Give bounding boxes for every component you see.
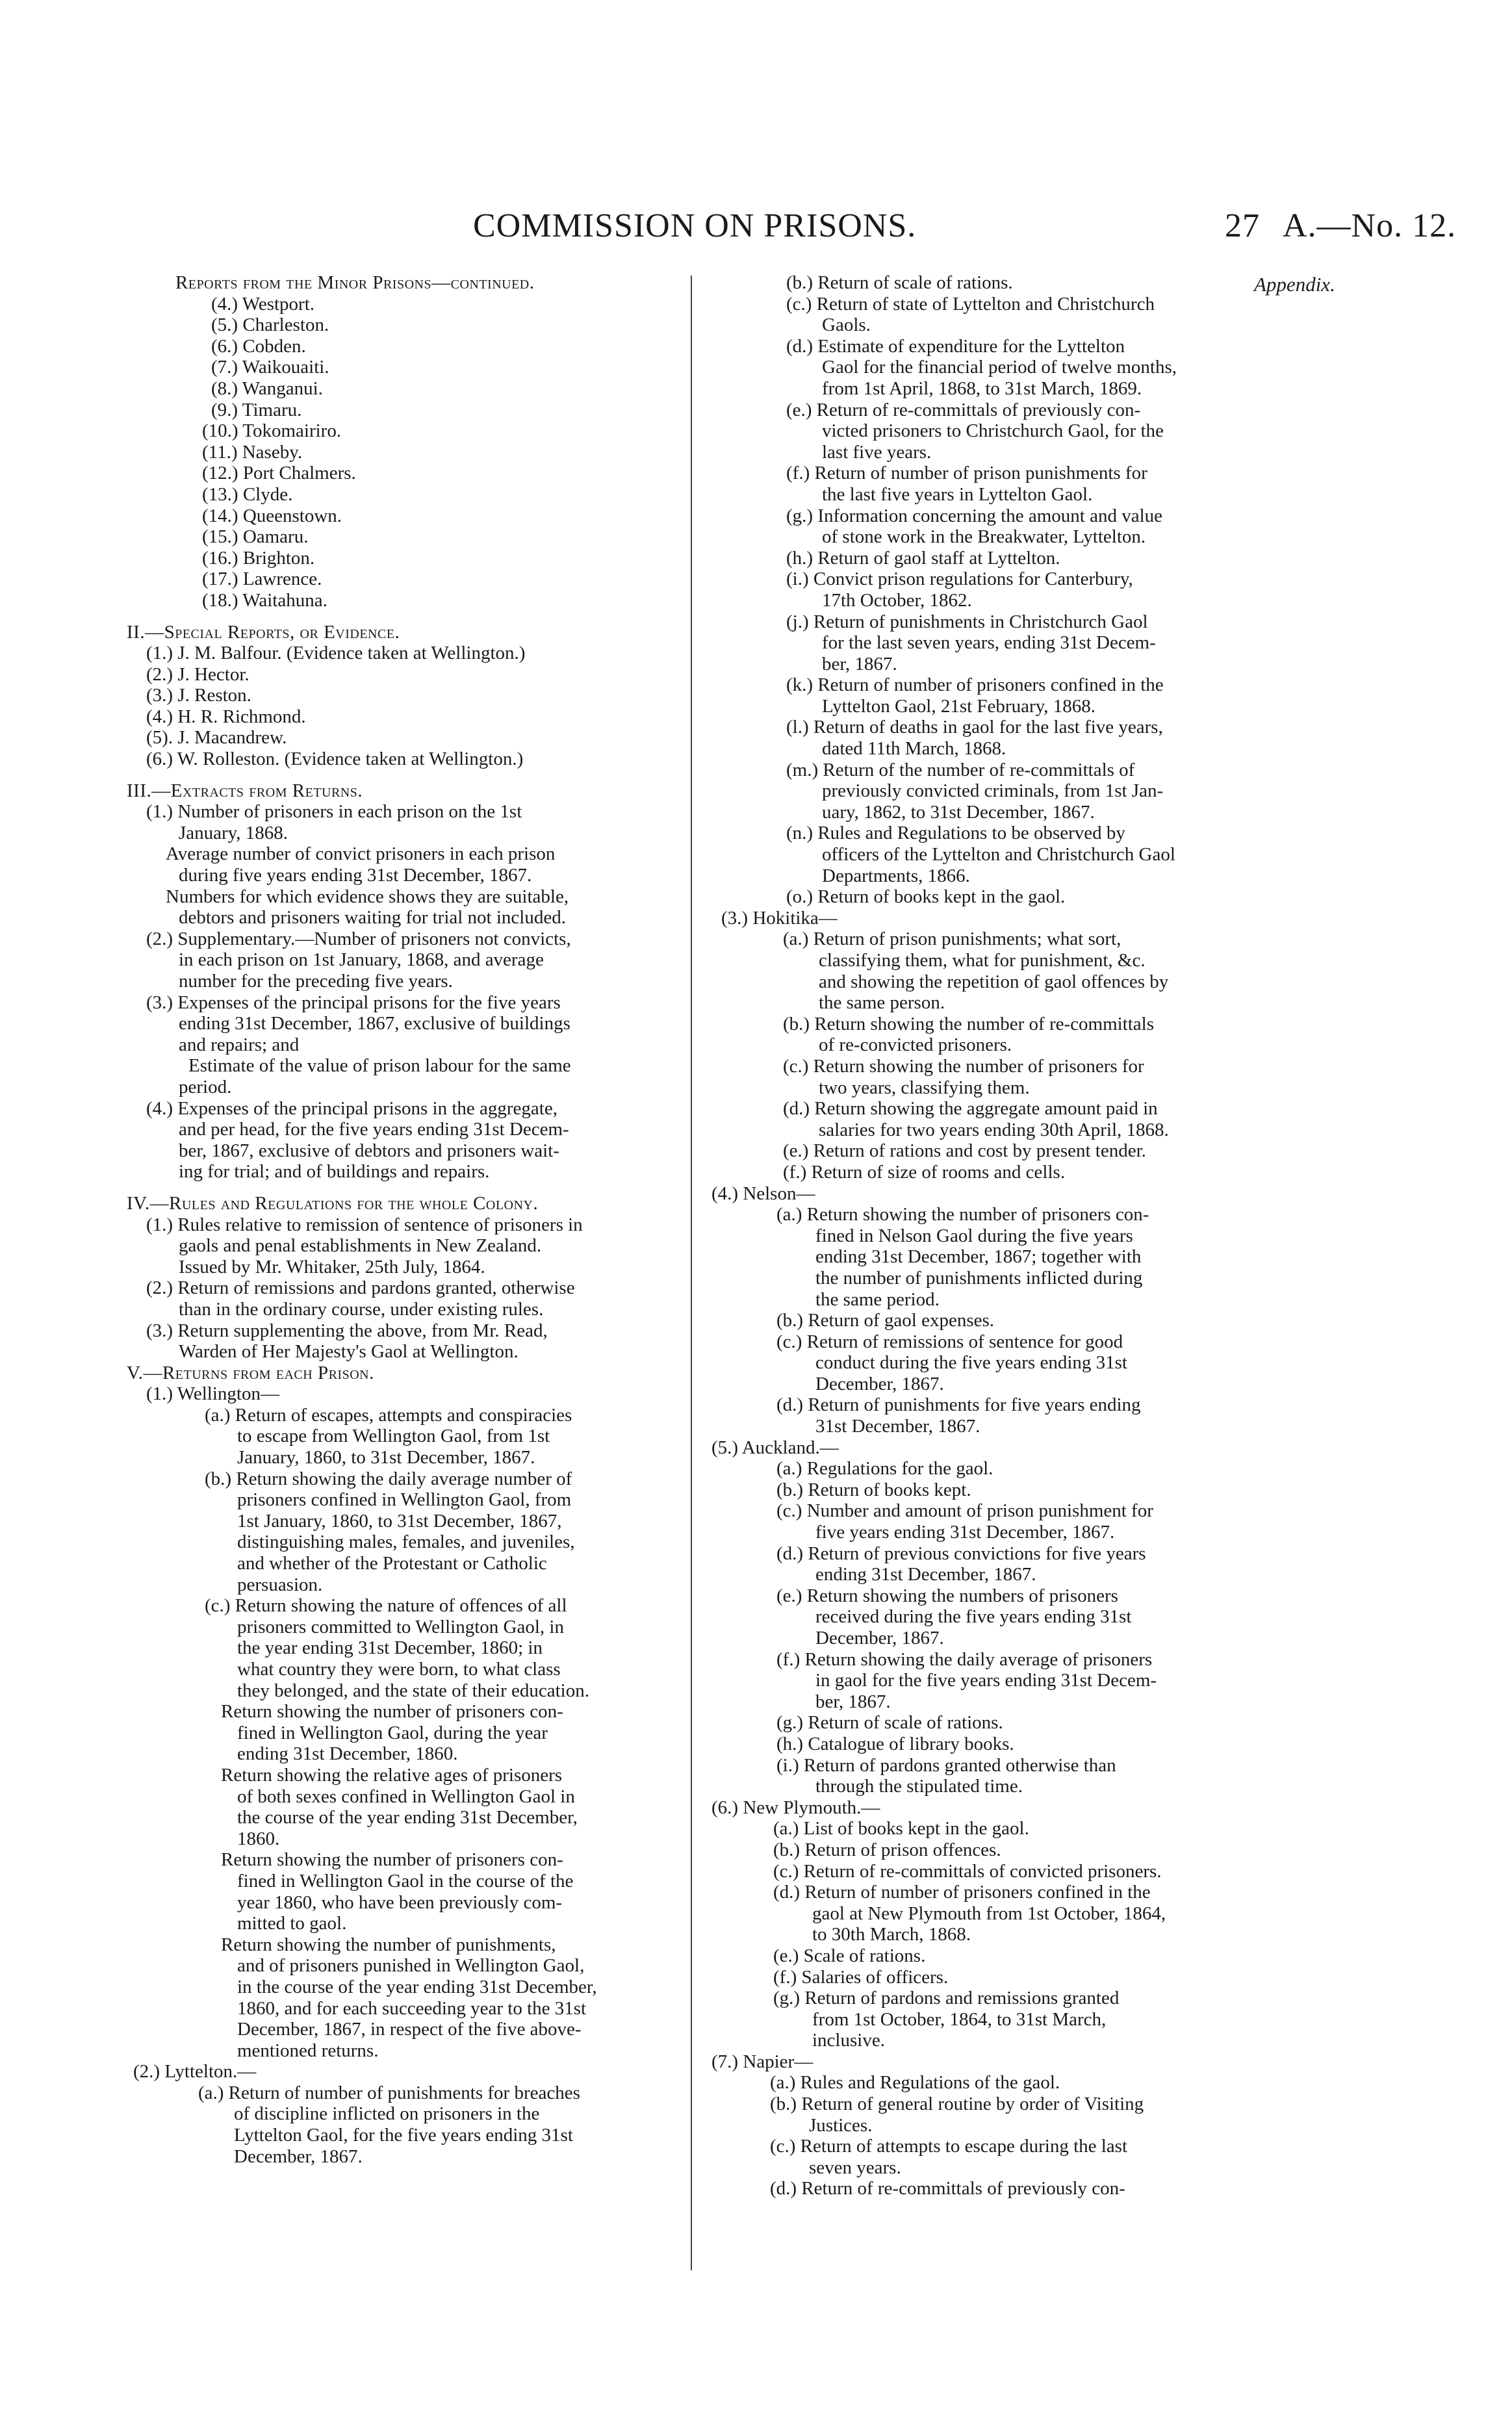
text-line: December, 1867. (815, 1373, 944, 1394)
text-line: December, 1867. (815, 1628, 944, 1648)
page-number: 27 (1225, 207, 1260, 244)
text-line: (d.) Return showing the aggregate amount paid in (783, 1098, 1158, 1120)
text-line: (6.) W. Rolleston. (Evidence taken at Wellington.) (146, 749, 524, 770)
text-line: the last five years in Lyttelton Gaol. (822, 483, 1093, 505)
text-line: year 1860, who have been previously com- (237, 1891, 563, 1913)
text-line: (7.) Waikouaiti. (211, 357, 329, 378)
text-line: ber, 1867, exclusive of debtors and prisoners wait- (179, 1140, 559, 1161)
text-line: (a.) List of books kept in the gaol. (773, 1818, 1029, 1840)
text-line: (c.) Return of remissions of sentence for good (776, 1331, 1123, 1352)
text-line: (11.) Naseby. (202, 441, 303, 463)
text-line: (i.) Return of pardons granted otherwise than (776, 1754, 1116, 1776)
text-line: gaols and penal establishments in New Zealand. (179, 1235, 542, 1257)
text-line: (b.) Return of scale of rations. (786, 272, 1013, 293)
text-line: Return showing the number of prisoners con- (221, 1849, 563, 1871)
text-line: Return showing the number of prisoners con- (221, 1701, 563, 1723)
text-line: (17.) Lawrence. (202, 569, 322, 590)
text-line: (h.) Catalogue of library books. (776, 1733, 1014, 1754)
text-line: ing for trial; and of buildings and repairs. (179, 1161, 490, 1183)
text-line: 1860, and for each succeeding year to the 31st (237, 1997, 587, 2019)
text-line: (g.) Information concerning the amount and value (786, 505, 1162, 526)
text-line: (c.) Return showing the nature of offences of all (205, 1595, 567, 1617)
text-line: (e.) Return of re-committals of previously con- (786, 399, 1141, 420)
text-line: Return showing the relative ages of prisoners (221, 1764, 563, 1786)
text-line: for the last seven years, ending 31st Decem- (822, 632, 1156, 654)
text-line: mitted to gaol. (237, 1913, 347, 1934)
text-line: Warden of Her Majesty's Gaol at Wellington. (179, 1341, 519, 1363)
text-line: January, 1860, to 31st December, 1867. (237, 1447, 535, 1468)
text-line: (d.) Return of number of prisoners confined in the (773, 1882, 1151, 1903)
column-divider (691, 276, 692, 2270)
text-line: of both sexes confined in Wellington Gaol in (237, 1786, 575, 1807)
text-line: previously convicted criminals, from 1st Jan- (822, 780, 1164, 802)
text-line: (2.) J. Hector. (146, 663, 250, 685)
text-line: Numbers for which evidence shows they are suitable, (166, 886, 569, 907)
text-line: (a.) Return of escapes, attempts and conspiracies (205, 1404, 572, 1426)
text-line: (g.) Return of pardons and remissions granted (773, 1988, 1120, 2009)
document-reference: A.—No. 12. (1283, 207, 1457, 244)
text-line: gaol at New Plymouth from 1st October, 1864, (812, 1903, 1166, 1924)
text-line: (3.) Expenses of the principal prisons for the five years (146, 992, 561, 1013)
text-line: (3.) Return supplementing the above, from Mr. Read, (146, 1320, 548, 1341)
text-line: (3.) Hokitika— (721, 907, 838, 929)
text-line: (7.) Napier— (711, 2051, 814, 2072)
text-line: Lyttelton Gaol, 21st February, 1868. (822, 695, 1096, 717)
text-line: ber, 1867. (815, 1691, 891, 1712)
text-line: and repairs; and (179, 1034, 300, 1055)
text-line: (5). J. Macandrew. (146, 727, 287, 749)
text-line: (f.) Return of number of prison punishments for (786, 463, 1147, 484)
text-line: Gaol for the financial period of twelve months, (822, 357, 1177, 378)
text-line: (b.) Return of prison offences. (773, 1839, 1001, 1860)
text-line: through the stipulated time. (815, 1776, 1023, 1797)
text-line: (2.) Supplementary.—Number of prisoners not convicts, (146, 928, 571, 949)
text-line: (4.) Expenses of the principal prisons in the aggregate, (146, 1097, 557, 1119)
text-line: 1860. (237, 1828, 280, 1849)
text-line: (d.) Estimate of expenditure for the Lyttelton (786, 335, 1125, 357)
text-line: five years ending 31st December, 1867. (815, 1522, 1115, 1543)
text-line: (d.) Return of re-committals of previously con- (770, 2178, 1125, 2199)
text-line: of re-convicted prisoners. (819, 1034, 1012, 1056)
text-line: of discipline inflicted on prisoners in the (234, 2103, 540, 2125)
text-line: Departments, 1866. (822, 865, 970, 886)
text-line: Average number of convict prisoners in each prison (166, 843, 556, 865)
text-line: uary, 1862, to 31st December, 1867. (822, 801, 1095, 823)
text-line: officers of the Lyttelton and Christchurch Gaol (822, 844, 1175, 865)
text-line: (15.) Oamaru. (202, 526, 309, 548)
margin-note: Appendix. (1254, 273, 1335, 296)
text-line: in each prison on 1st January, 1868, and average (179, 949, 544, 971)
text-line: December, 1867. (234, 2146, 363, 2167)
text-line: (e.) Scale of rations. (773, 1945, 926, 1966)
text-line: period. (179, 1076, 232, 1097)
section-heading: IV.—Rules and Regulations for the whole Colony. (127, 1192, 539, 1214)
text-line: from 1st October, 1864, to 31st March, (812, 2008, 1107, 2030)
text-line: 31st December, 1867. (815, 1416, 980, 1437)
text-line: fined in Nelson Gaol during the five years (815, 1225, 1133, 1246)
text-line: (e.) Return of rations and cost by present tender. (783, 1140, 1146, 1162)
text-line: (c.) Return showing the number of prisoners for (783, 1055, 1144, 1077)
section-heading: Reports from the Minor Prisons—continued. (175, 272, 535, 293)
text-line: and showing the repetition of gaol offences by (819, 971, 1169, 992)
text-line: (d.) Return of previous convictions for five years (776, 1543, 1146, 1564)
text-line: (14.) Queenstown. (202, 505, 342, 526)
text-line: (h.) Return of gaol staff at Lyttelton. (786, 547, 1060, 569)
text-line: conduct during the five years ending 31st (815, 1352, 1127, 1374)
text-line: number for the preceding five years. (179, 971, 453, 992)
text-line: (f.) Return of size of rooms and cells. (783, 1161, 1066, 1183)
text-line: (c.) Number and amount of prison punishment for (776, 1500, 1153, 1522)
text-line: Estimate of the value of prison labour for the same (188, 1055, 571, 1077)
text-line: salaries for two years ending 30th April, 1868. (819, 1119, 1169, 1140)
text-line: (3.) J. Reston. (146, 685, 251, 706)
text-line: from 1st April, 1868, to 31st March, 1869. (822, 378, 1142, 399)
spacer (127, 1183, 673, 1193)
text-line: in gaol for the five years ending 31st Decem- (815, 1670, 1157, 1691)
text-line: (e.) Return showing the numbers of prisoners (776, 1585, 1118, 1606)
text-line: Justices. (809, 2114, 873, 2136)
text-line: Lyttelton Gaol, for the five years ending 31st (234, 2125, 573, 2146)
text-line: (d.) Return of punishments for five years ending (776, 1394, 1141, 1416)
text-line: (1.) Number of prisoners in each prison on the 1st (146, 801, 522, 823)
text-line: Gaols. (822, 314, 871, 336)
text-line: (2.) Return of remissions and pardons granted, otherwise (146, 1277, 575, 1299)
text-line: ending 31st December, 1867; together with (815, 1246, 1142, 1268)
text-line: (13.) Clyde. (202, 483, 293, 505)
page-title: COMMISSION ON PRISONS. (473, 207, 917, 244)
text-line: distinguishing males, females, and juveniles, (237, 1532, 575, 1553)
text-line: prisoners confined in Wellington Gaol, from (237, 1489, 572, 1511)
text-line: fined in Wellington Gaol, during the year (237, 1722, 548, 1743)
text-line: (f.) Return showing the daily average of prisoners (776, 1648, 1153, 1670)
text-line: (4.) H. R. Richmond. (146, 706, 306, 727)
text-line: during five years ending 31st December, 1867. (179, 865, 532, 886)
text-line: (6.) Cobden. (211, 335, 306, 357)
text-line: (8.) Wanganui. (211, 378, 323, 399)
text-line: (2.) Lyttelton.— (133, 2061, 257, 2083)
text-line: (18.) Waitahuna. (202, 589, 327, 611)
text-line: (c.) Return of state of Lyttelton and Christchurch (786, 293, 1155, 314)
text-line: ending 31st December, 1867, exclusive of buildings (179, 1013, 570, 1034)
text-line: dated 11th March, 1868. (822, 738, 1006, 760)
text-line: (c.) Return of attempts to escape during the last (770, 2136, 1128, 2157)
text-line: persuasion. (237, 1574, 323, 1595)
section-heading: III.—Extracts from Returns. (127, 780, 363, 801)
text-line: (1.) Rules relative to remission of sentence of prisoners in (146, 1214, 583, 1235)
text-line: (9.) Timaru. (211, 399, 302, 420)
text-line: (1.) Wellington— (146, 1383, 279, 1405)
text-line: mentioned returns. (237, 2040, 379, 2061)
text-line: Issued by Mr. Whitaker, 25th July, 1864. (179, 1256, 485, 1277)
text-line: and per head, for the five years ending 31st Decem- (179, 1119, 569, 1140)
text-line: and whether of the Protestant or Catholic (237, 1553, 547, 1574)
text-line: (4.) Nelson— (711, 1183, 815, 1204)
text-line: of stone work in the Breakwater, Lyttelton. (822, 526, 1146, 548)
text-line: (1.) J. M. Balfour. (Evidence taken at Wellington.) (146, 643, 526, 664)
text-line: 17th October, 1862. (822, 589, 972, 611)
text-line: received during the five years ending 31st (815, 1606, 1132, 1628)
text-line: (m.) Return of the number of re-committals of (786, 759, 1135, 780)
text-line: (n.) Rules and Regulations to be observed by (786, 823, 1125, 844)
text-line: victed prisoners to Christchurch Gaol, for the (822, 420, 1164, 442)
text-line: (b.) Return of general routine by order of Visiting (770, 2094, 1144, 2115)
text-line: (i.) Convict prison regulations for Canterbury, (786, 569, 1133, 590)
spacer (127, 611, 673, 622)
text-line: ending 31st December, 1860. (237, 1743, 458, 1765)
left-column (127, 272, 673, 2167)
text-line: the number of punishments inflicted during (815, 1267, 1143, 1288)
text-line: they belonged, and the state of their education. (237, 1680, 589, 1701)
spacer (127, 770, 673, 780)
text-line: classifying them, what for punishment, &c. (819, 950, 1146, 971)
text-line: Return showing the number of punishments, (221, 1934, 556, 1955)
text-line: (o.) Return of books kept in the gaol. (786, 886, 1066, 908)
right-column (711, 272, 1251, 2199)
text-line: last five years. (822, 441, 932, 463)
section-heading: II.—Special Reports, or Evidence. (127, 621, 400, 643)
text-line: 1st January, 1860, to 31st December, 1867, (237, 1510, 562, 1532)
text-line: (b.) Return of books kept. (776, 1479, 971, 1500)
text-line: (g.) Return of scale of rations. (776, 1712, 1003, 1734)
text-line: December, 1867, in respect of the five above- (237, 2019, 582, 2040)
text-line: (a.) Return showing the number of prisoners con- (776, 1204, 1149, 1225)
text-line: (a.) Return of prison punishments; what sort, (783, 929, 1121, 950)
text-line: (k.) Return of number of prisoners confined in the (786, 674, 1164, 696)
text-line: (a.) Rules and Regulations of the gaol. (770, 2072, 1060, 2094)
text-line: than in the ordinary course, under existing rules. (179, 1298, 544, 1320)
text-line: (5.) Charleston. (211, 314, 329, 336)
text-line: to escape from Wellington Gaol, from 1st (237, 1426, 550, 1447)
text-line: ber, 1867. (822, 653, 897, 674)
text-line: (b.) Return of gaol expenses. (776, 1310, 995, 1331)
text-line: inclusive. (812, 2030, 885, 2051)
text-line: (10.) Tokomairiro. (202, 420, 342, 442)
text-line: (l.) Return of deaths in gaol for the last five years, (786, 717, 1163, 738)
text-line: (12.) Port Chalmers. (202, 463, 356, 484)
section-heading: V.—Returns from each Prison. (127, 1362, 374, 1383)
text-line: (a.) Regulations for the gaol. (776, 1458, 993, 1480)
text-line: (4.) Westport. (211, 293, 315, 314)
text-line: in the course of the year ending 31st December, (237, 1976, 597, 1997)
text-line: the same period. (815, 1288, 940, 1310)
text-line: and of prisoners punished in Wellington Gaol, (237, 1955, 585, 1977)
text-line: January, 1868. (179, 822, 288, 843)
text-line: (c.) Return of re-committals of convicted prisoners. (773, 1860, 1162, 1882)
text-line: two years, classifying them. (819, 1077, 1030, 1098)
text-line: to 30th March, 1868. (812, 1924, 971, 1945)
text-line: ending 31st December, 1867. (815, 1564, 1036, 1585)
text-line: the year ending 31st December, 1860; in (237, 1637, 543, 1659)
text-line: (16.) Brighton. (202, 547, 315, 569)
text-line: (a.) Return of number of punishments for breaches (198, 2082, 580, 2103)
text-line: the course of the year ending 31st December, (237, 1807, 578, 1828)
text-line: (5.) Auckland.— (711, 1437, 839, 1458)
text-line: fined in Wellington Gaol in the course of the (237, 1870, 574, 1891)
text-line: (6.) New Plymouth.— (711, 1797, 880, 1818)
text-line: (b.) Return showing the daily average number of (205, 1468, 572, 1489)
text-line: (b.) Return showing the number of re-committals (783, 1013, 1155, 1034)
text-line: what country they were born, to what class (237, 1659, 561, 1680)
text-line: the same person. (819, 992, 945, 1014)
text-line: debtors and prisoners waiting for trial not included. (179, 907, 566, 929)
text-line: (f.) Salaries of officers. (773, 1966, 949, 1988)
text-line: prisoners committed to Wellington Gaol, in (237, 1616, 564, 1637)
text-line: (j.) Return of punishments in Christchurch Gaol (786, 611, 1148, 632)
text-line: seven years. (809, 2157, 901, 2178)
